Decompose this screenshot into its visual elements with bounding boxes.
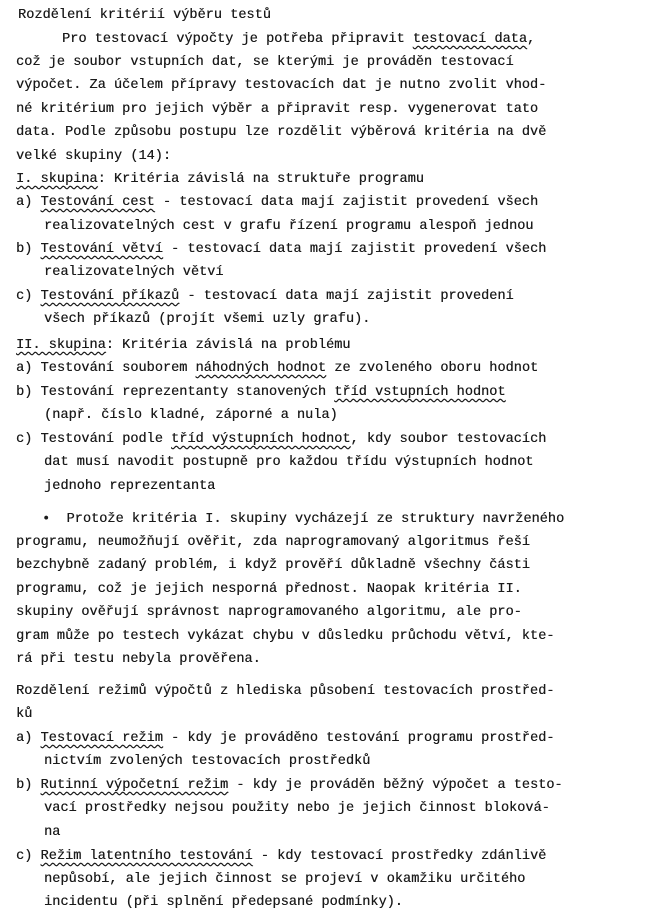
intro-line-2: což je soubor vstupních dat, se kterými je prováděn testovací [16, 55, 514, 70]
group1-heading: I. skupina: Kritéria závislá na struktuře programu [16, 172, 424, 187]
group2-item-a: a) Testování souborem náhodných hodnot ze zvoleného oboru hodnot [16, 361, 539, 376]
intro-line-1: Pro testovací výpočty je potřeba připravit testovací data, [62, 32, 536, 47]
s2-item-c-cont-1: nepůsobí, ale jejich činnost se projeví v okamžiku určitého [44, 872, 526, 887]
s2-item-a-cont: nictvím zvolených testovacích prostředků [44, 754, 371, 769]
para2-line-2: programu, neumožňují ověřit, zda naprogramovaný algoritmus řeší [16, 535, 530, 550]
term-rezim-latentniho-testovani: Režim latentního testování [40, 849, 253, 864]
group2-heading: II. skupina: Kritéria závislá na problému [16, 338, 351, 353]
para2-line-6: gram může po testech vykázat chybu v důsledku průchodu větví, kte- [16, 629, 555, 644]
para2-line-7: rá při testu nebyla prověřena. [16, 652, 261, 667]
para2-line-1: • Protože kritéria I. skupiny vycházejí ze struktury navrženého [42, 512, 565, 527]
term-testovani-vetvi: Testování větví [40, 242, 163, 257]
para2-line-5: skupiny ověřují správnost naprogramovaného algoritmu, ale pro- [16, 605, 522, 620]
s2-item-b: b) Rutinní výpočetní režim - kdy je prováděn běžný výpočet a testo- [16, 778, 563, 793]
group2-item-c-cont-1: dat musí navodit postupně pro každou třídu výstupních hodnot [44, 455, 534, 470]
group2-item-b-cont: (např. číslo kladné, záporné a nula) [44, 408, 338, 423]
s2-item-a: a) Testovací režim - kdy je prováděno testování programu prostřed- [16, 731, 555, 746]
s2-item-c-cont-2: incidentu (při splnění předepsané podmínky). [44, 895, 403, 910]
intro-line-3: výpočet. Za účelem přípravy testovacích dat je nutno zvolit vhod- [16, 78, 547, 93]
s2-item-b-cont-1: vací prostředky nejsou použity nebo je jejich činnost bloková- [44, 801, 550, 816]
para2-line-3: bezchybně zadaný problém, i když prověří důkladně všechny části [16, 558, 530, 573]
group1-item-b-cont: realizovatelných větví [44, 265, 224, 280]
term-testovani-cest: Testování cest [40, 195, 155, 210]
intro-line-6: velké skupiny (14): [16, 149, 171, 164]
s2-item-c: c) Režim latentního testování - kdy testovací prostředky zdánlivě [16, 849, 547, 864]
term-testovaci-rezim: Testovací režim [40, 731, 163, 746]
intro-line-5: data. Podle způsobu postupu lze rozdělit výběrová kritéria na dvě [16, 125, 547, 140]
bullet-mark: • [42, 512, 51, 527]
s2-item-b-cont-2: na [44, 825, 61, 840]
term-nahodnych-hodnot: náhodných hodnot [195, 361, 327, 376]
section-title-regimes: Rozdělení režimů výpočtů z hlediska působení testovacích prostřed- [16, 684, 555, 699]
group1-label: I. skupina [16, 172, 98, 187]
term-trid-vystupnich-hodnot: tříd výstupních hodnot [171, 432, 351, 447]
term-rutinni-vypocetni-rezim: Rutinní výpočetní režim [40, 778, 229, 793]
term-testovaci-data: testovací data [412, 32, 527, 47]
intro-line-4: né kritérium pro jejich výběr a připravit resp. vygenerovat tato [16, 102, 539, 117]
group1-item-a-cont: realizovatelných cest v grafu řízení programu alespoň jednou [44, 219, 534, 234]
para2-line-4: programu, což je jejich nesporná přednost. Naopak kritéria II. [16, 582, 522, 597]
group1-item-a: a) Testování cest - testovací data mají zajistit provedení všech [16, 195, 539, 210]
section-title-criteria: Rozdělení kritérií výběru testů [18, 8, 271, 23]
group1-item-c: c) Testování příkazů - testovací data mají zajistit provedení [16, 289, 514, 304]
group2-label: II. skupina [16, 338, 106, 353]
group1-item-b: b) Testování větví - testovací data mají zajistit provedení všech [16, 242, 547, 257]
group2-item-c-cont-2: jednoho reprezentanta [44, 479, 216, 494]
group1-item-c-cont: všech příkazů (projít všemi uzly grafu). [44, 312, 371, 327]
group2-item-b: b) Testování reprezentanty stanovených tříd vstupních hodnot [16, 385, 506, 400]
group2-item-c: c) Testování podle tříd výstupních hodnot, kdy soubor testovacích [16, 432, 547, 447]
term-testovani-prikazu: Testování příkazů [40, 289, 180, 304]
term-trid-vstupnich-hodnot: tříd vstupních hodnot [334, 385, 506, 400]
section-title-regimes-cont: ků [16, 707, 33, 722]
